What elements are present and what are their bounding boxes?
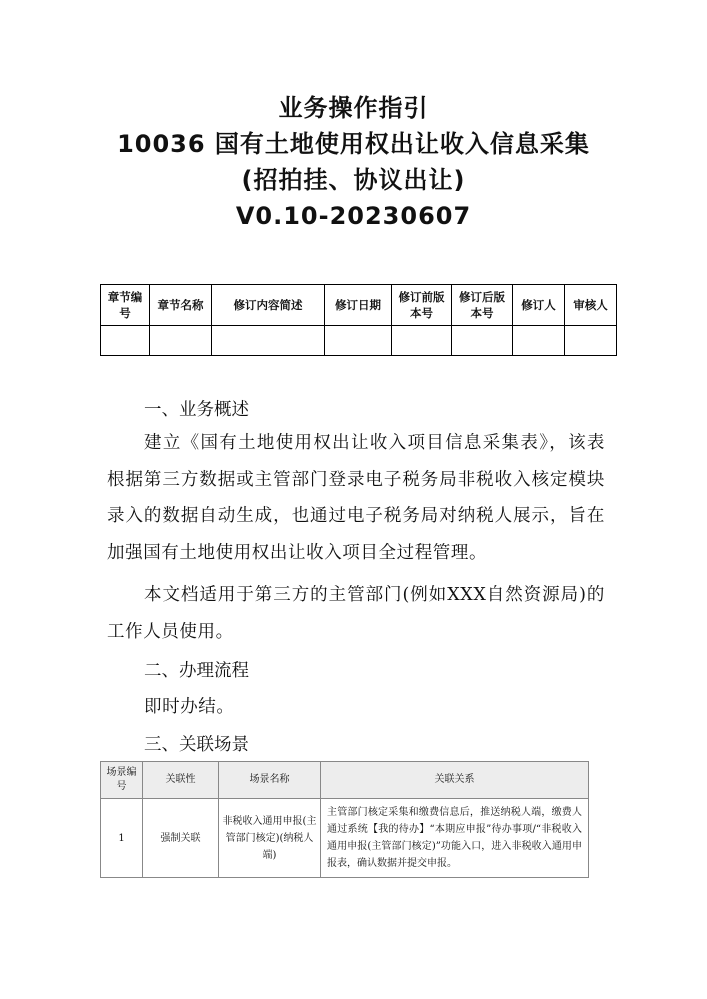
section-heading-overview: 一、业务概述 bbox=[144, 400, 249, 420]
header-version-before: 修订前版本号 bbox=[392, 285, 452, 326]
table-cell bbox=[513, 326, 565, 356]
table-cell bbox=[101, 326, 150, 356]
table-cell bbox=[565, 326, 617, 356]
header-revision-summary: 修订内容简述 bbox=[212, 285, 325, 326]
header-scene-name: 场景名称 bbox=[219, 762, 321, 799]
related-scenarios-table bbox=[100, 761, 589, 878]
header-chapter-number: 章节编号 bbox=[101, 285, 150, 326]
overview-paragraph-1: 建立《国有土地使用权出让收入项目信息采集表》，该表根据第三方数据或主管部门登录电子税务局非税收入核定模块录入的数据自动生成，也通过电子税务局对纳税人展示，旨在加强国有土地使用权出让收入项目全过程管理。 bbox=[107, 433, 605, 563]
section-heading-scenarios: 三、关联场景 bbox=[144, 735, 249, 755]
scene-header-row bbox=[101, 762, 589, 799]
scene-relevance-cell: 强制关联 bbox=[143, 799, 219, 878]
document-title bbox=[0, 90, 707, 234]
section-heading-process: 二、办理流程 bbox=[144, 661, 249, 681]
table-cell bbox=[325, 326, 392, 356]
table-cell bbox=[150, 326, 212, 356]
header-chapter-name: 章节名称 bbox=[150, 285, 212, 326]
header-scene-number: 场景编号 bbox=[101, 762, 143, 799]
process-text: 即时办结。 bbox=[144, 697, 235, 717]
header-relevance: 关联性 bbox=[143, 762, 219, 799]
revision-history-table bbox=[100, 284, 617, 356]
scene-name-cell: 非税收入通用申报(主管部门核定)(纳税人端) bbox=[219, 799, 321, 878]
overview-paragraph-2: 本文档适用于第三方的主管部门(例如XXX自然资源局)的工作人员使用。 bbox=[107, 585, 605, 642]
scene-id-cell: 1 bbox=[101, 799, 143, 878]
header-approver: 审核人 bbox=[565, 285, 617, 326]
table-cell bbox=[212, 326, 325, 356]
scene-detail-cell: 主管部门核定采集和缴费信息后，推送纳税人端，缴费人通过系统【我的待办】“本期应申报”待办事项/“非税收入通用申报(主管部门核定)”功能入口，进入非税收入通用申报表，确认数据并提交申报。 bbox=[321, 799, 589, 878]
title-line-1: 业务操作指引 bbox=[278, 94, 429, 122]
header-revision-date: 修订日期 bbox=[325, 285, 392, 326]
table-row bbox=[101, 799, 589, 878]
table-cell bbox=[452, 326, 513, 356]
table-cell bbox=[392, 326, 452, 356]
header-version-after: 修订后版本号 bbox=[452, 285, 513, 326]
header-reviser: 修订人 bbox=[513, 285, 565, 326]
title-line-3: (招拍挂、协议出让) bbox=[241, 166, 466, 194]
revision-header-row bbox=[101, 285, 617, 326]
title-line-2: 10036 国有土地使用权出让收入信息采集 bbox=[117, 130, 590, 158]
title-line-4-version: V0.10-20230607 bbox=[235, 202, 472, 230]
table-row bbox=[101, 326, 617, 356]
header-relation: 关联关系 bbox=[321, 762, 589, 799]
